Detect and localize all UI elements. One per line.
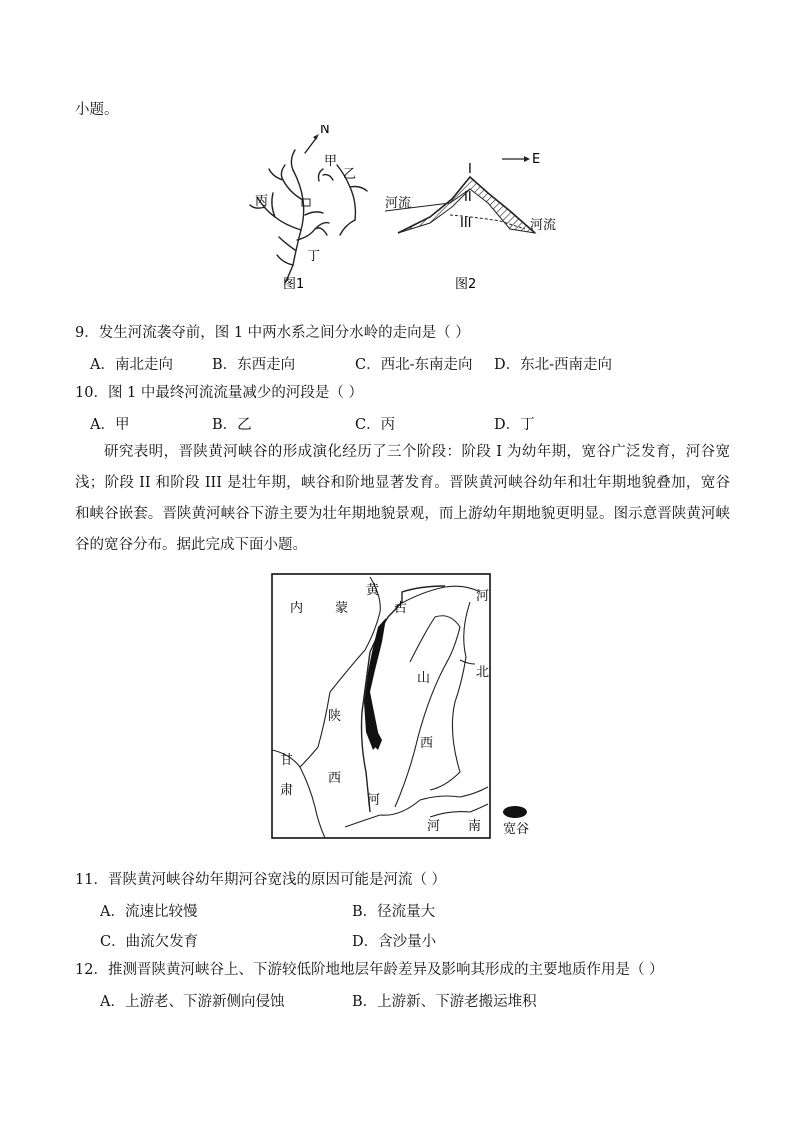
q12-stem: 12．推测晋陕黄河峡谷上、下游较低阶地地层年龄差异及影响其形成的主要地质作用是（ ） bbox=[75, 962, 664, 978]
q10-option-a[interactable]: A．甲 bbox=[90, 417, 130, 433]
header-fragment: 小题。 bbox=[75, 102, 119, 118]
q11-option-a[interactable]: A．流速比较慢 bbox=[100, 904, 198, 920]
roman-1: I bbox=[468, 162, 472, 177]
q11-option-c[interactable]: C．曲流欠发育 bbox=[100, 934, 199, 950]
label-yi: 乙 bbox=[343, 167, 357, 182]
map-label-meng: 蒙 bbox=[335, 601, 349, 616]
map-label-xi-shanxi: 西 bbox=[420, 736, 434, 751]
map-label-bei: 北 bbox=[476, 665, 490, 680]
map-label-su: 肃 bbox=[280, 783, 294, 798]
passage: 研究表明，晋陕黄河峡谷的形成演化经历了三个阶段：阶段 I 为幼年期，宽谷广泛发育，河谷宽浅；阶段 II 和阶段 III 是壮年期，峡谷和阶地显著发育。晋陕黄河峡谷幼年和壮年期地貌叠加，宽谷和峡谷嵌套。晋陕黄河峡谷下游主要为壮年期地貌景观，而上游幼年期地貌更明显。图示意晋陕黄河峡谷的宽谷分布。据此完成下面小题。 bbox=[75, 444, 730, 553]
map-label-huang: 黄 bbox=[366, 583, 380, 598]
q10-option-d[interactable]: D．丁 bbox=[494, 417, 535, 433]
q11-stem: 11．晋陕黄河峡谷幼年期河谷宽浅的原因可能是河流（ ） bbox=[75, 872, 447, 888]
map-label-xi-shaanxi: 西 bbox=[328, 771, 342, 786]
map-label-he-henan: 河 bbox=[427, 819, 441, 834]
compass-e: E bbox=[532, 152, 541, 167]
label-ding: 丁 bbox=[307, 249, 321, 264]
figure-2-cross-section bbox=[380, 145, 580, 295]
q9-option-d[interactable]: D．东北-西南走向 bbox=[494, 357, 613, 373]
figure-2-caption: 图2 bbox=[455, 277, 477, 292]
q9-stem: 9．发生河流袭夺前，图 1 中两水系之间分水岭的走向是（ ） bbox=[75, 325, 470, 341]
map-label-gu: 古 bbox=[394, 601, 408, 616]
map-label-shan: 山 bbox=[417, 671, 431, 686]
figure-1-river-system bbox=[245, 125, 380, 295]
legend-wide-valley-swatch bbox=[503, 806, 527, 818]
map-label-he-river: 河 bbox=[367, 793, 381, 808]
map-label-he-north: 河 bbox=[476, 589, 490, 604]
q9-option-b[interactable]: B．东西走向 bbox=[212, 357, 296, 373]
map-label-nan: 南 bbox=[468, 819, 482, 834]
q9-option-a[interactable]: A．南北走向 bbox=[90, 357, 173, 373]
label-jia: 甲 bbox=[324, 154, 338, 169]
q9-option-c[interactable]: C．西北-东南走向 bbox=[355, 357, 473, 373]
q11-option-b[interactable]: B．径流量大 bbox=[352, 904, 436, 920]
legend-wide-valley-label: 宽谷 bbox=[503, 822, 530, 837]
q10-option-b[interactable]: B．乙 bbox=[212, 417, 252, 433]
q10-stem: 10．图 1 中最终河流流量减少的河段是（ ） bbox=[75, 385, 364, 401]
roman-3: III bbox=[460, 216, 472, 231]
compass-n: N bbox=[320, 125, 330, 137]
roman-2: II bbox=[464, 190, 472, 205]
map-label-shaan: 陕 bbox=[328, 709, 342, 724]
label-bing: 丙 bbox=[255, 194, 269, 209]
river-left-label: 河流 bbox=[385, 196, 412, 211]
q12-option-b[interactable]: B．上游新、下游老搬运堆积 bbox=[352, 994, 537, 1010]
map-label-nei: 内 bbox=[290, 601, 304, 616]
map-label-gan: 甘 bbox=[280, 753, 294, 768]
figure-1-caption: 图1 bbox=[283, 277, 305, 292]
q11-option-d[interactable]: D．含沙量小 bbox=[352, 934, 437, 950]
river-right-label: 河流 bbox=[530, 218, 557, 233]
map-jin-shaan-canyon bbox=[270, 572, 540, 842]
q12-option-a[interactable]: A．上游老、下游新侧向侵蚀 bbox=[100, 994, 285, 1010]
q10-option-c[interactable]: C．丙 bbox=[355, 417, 396, 433]
